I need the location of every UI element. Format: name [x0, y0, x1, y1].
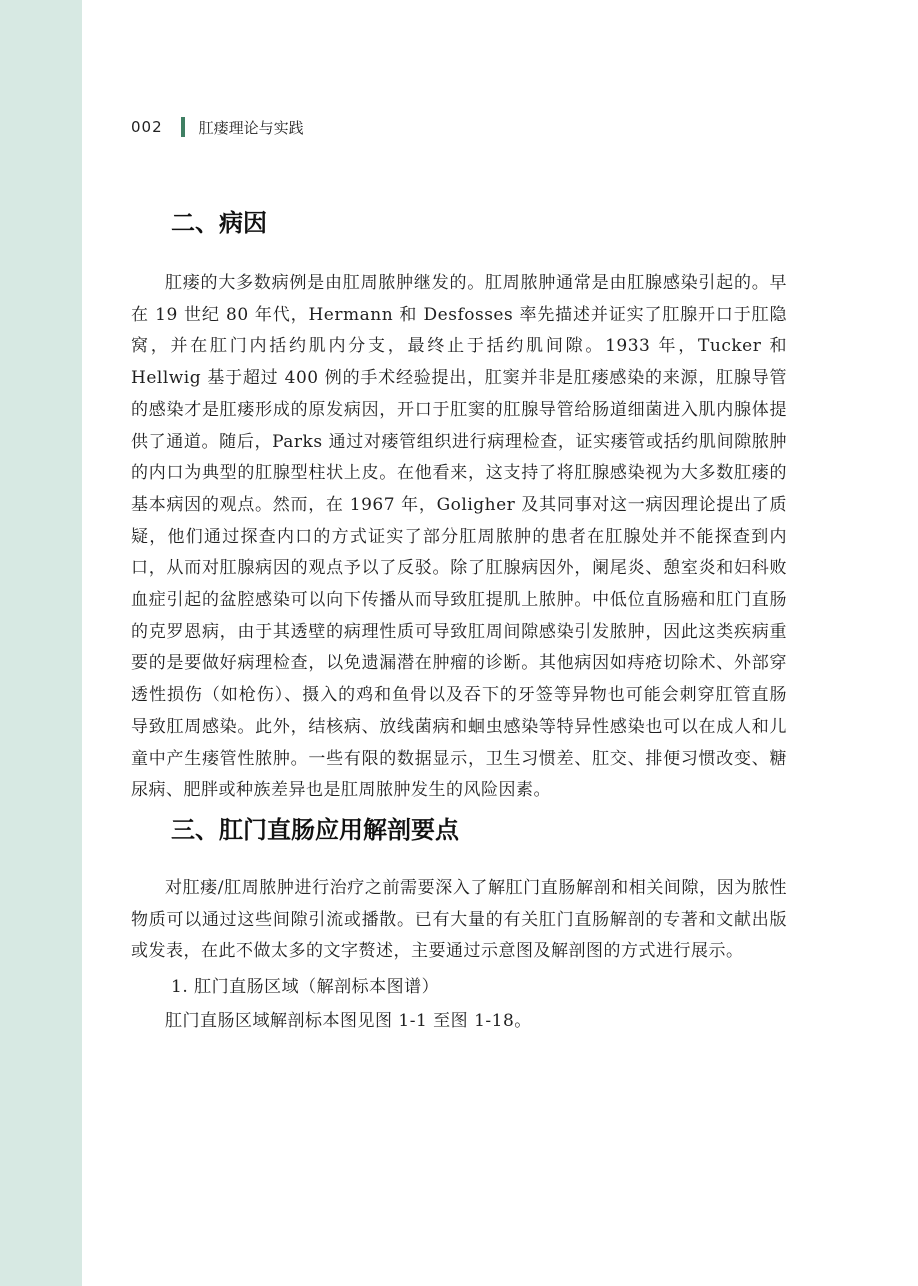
header-divider-bar — [181, 117, 185, 137]
subsection-heading: 1. 肛门直肠区域（解剖标本图谱） — [171, 977, 440, 998]
page-side-band — [0, 0, 82, 1286]
page-content — [131, 200, 787, 1038]
running-header — [131, 116, 304, 138]
subsection-paragraph: 肛门直肠区域解剖标本图见图 1-1 至图 1-18。 — [165, 1011, 532, 1032]
page-number: 002 — [131, 118, 163, 136]
etiology-paragraph: 肛瘘的大多数病例是由肛周脓肿继发的。肛周脓肿通常是由肛腺感染引起的。早在 19 世纪 80 年代，Hermann 和 Desfosses 率先描述并证实了肛腺开口于肛隐窝，并在肛门内括约肌内分支，最终止于括约肌间隙。1933 年，Tucker 和 Hellwig 基于超过 400 例的手术经验提出，肛窦并非是肛瘘感染的来源，肛腺导管的感染才是肛瘘形成的原发病因，开口于肛窦的肛腺导管给肠道细菌进入肌内腺体提供了通道。随后，Parks 通过对瘘管组织进行病理检查，证实瘘管或括约肌间隙脓肿的内口为典型的肛腺型柱状上皮。在他看来，这支持了将肛腺感染视为大多数肛瘘的基本病因的观点。然而，在 1967 年，Goligher 及其同事对这一病因理论提出了质疑，他们通过探查内口的方式证实了部分肛周脓肿的患者在肛腺处并不能探查到内口，从而对肛腺病因的观点予以了反驳。除了肛腺病因外，阑尾炎、憩室炎和妇科败血症引起的盆腔感染可以向下传播从而导致肛提肌上脓肿。中低位直肠癌和肛门直肠的克罗恩病，由于其透壁的病理性质可导致肛周间隙感染引发脓肿，因此这类疾病重要的是要做好病理检查，以免遗漏潜在肿瘤的诊断。其他病因如痔疮切除术、外部穿透性损伤（如枪伤）、摄入的鸡和鱼骨以及吞下的牙签等异物也可能会刺穿肛管直肠导致肛周感染。此外，结核病、放线菌病和蛔虫感染等特异性感染也可以在成人和儿童中产生瘘管性脓肿。一些有限的数据显示，卫生习惯差、肛交、排便习惯改变、糖尿病、肥胖或种族差异也是肛周脓肿发生的风险因素。 — [131, 273, 787, 801]
anatomy-paragraph: 对肛瘘/肛周脓肿进行治疗之前需要深入了解肛门直肠解剖和相关间隙，因为脓性物质可以通过这些间隙引流或播散。已有大量的有关肛门直肠解剖的专著和文献出版或发表，在此不做太多的文字赘述，主要通过示意图及解剖图的方式进行展示。 — [131, 877, 787, 962]
section-heading-anatomy: 三、肛门直肠应用解剖要点 — [171, 815, 459, 844]
book-title: 肛瘘理论与实践 — [198, 118, 304, 137]
section-heading-etiology: 二、病因 — [171, 209, 267, 237]
